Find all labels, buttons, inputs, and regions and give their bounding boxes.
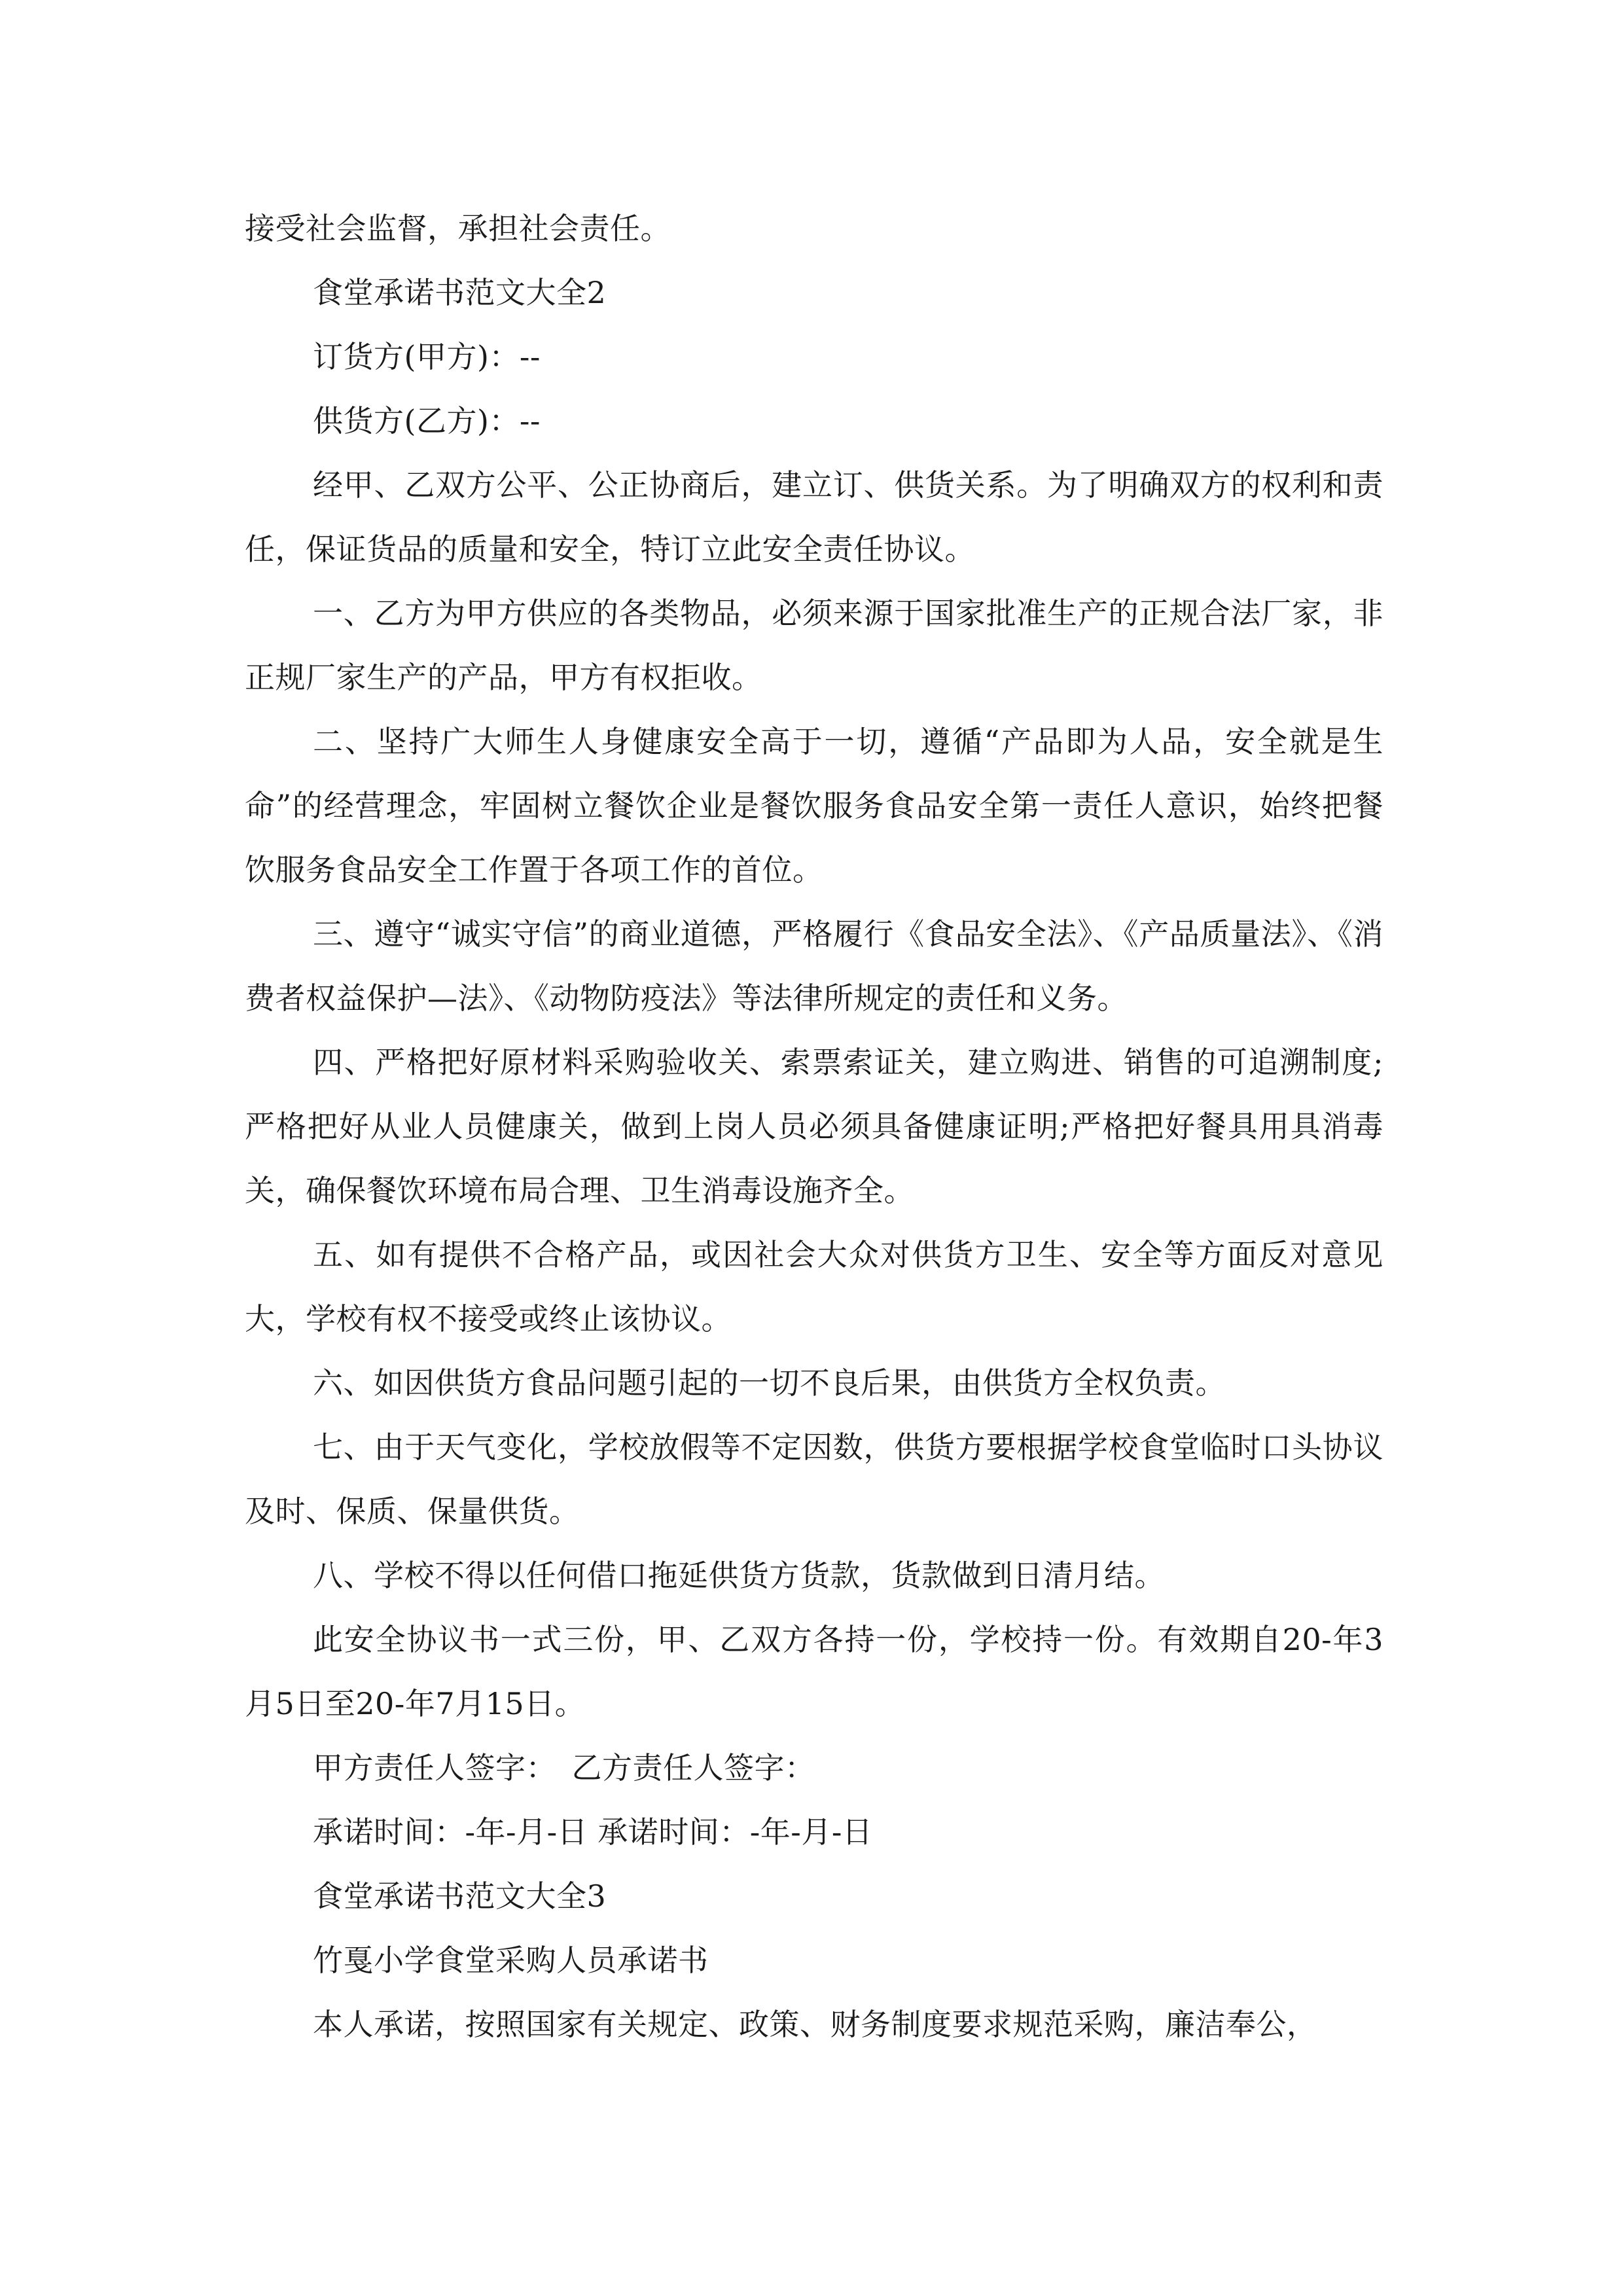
- buyer-line: 订货方(甲方)：--: [313, 339, 541, 374]
- document-title: 竹戛小学食堂采购人员承诺书: [313, 1943, 709, 1978]
- paragraph: 八、学校不得以任何借口拖延供货方货款，货款做到日清月结。: [313, 1558, 1165, 1593]
- paragraph: 七、由于天气变化，学校放假等不定因数，供货方要根据学校食堂临时口头协议及时、保质、保量供货。: [245, 1429, 1383, 1529]
- paragraph: 经甲、乙双方公平、公正协商后，建立订、供货关系。为了明确双方的权利和责任，保证货品的质量和安全，特订立此安全责任协议。: [245, 467, 1383, 567]
- paragraph: 六、如因供货方食品问题引起的一切不良后果，由供货方全权负责。: [313, 1365, 1226, 1401]
- paragraph: 此安全协议书一式三份，甲、乙双方各持一份，学校持一份。有效期自20-年3月5日至20-年7月15日。: [245, 1622, 1383, 1721]
- signature-line: 甲方责任人签字： 乙方责任人签字：: [313, 1750, 815, 1785]
- date-line: 承诺时间：-年-月-日 承诺时间：-年-月-日: [313, 1814, 873, 1850]
- supplier-line: 供货方(乙方)：--: [313, 403, 541, 439]
- paragraph: 三、遵守“诚实守信”的商业道德，严格履行《食品安全法》、《产品质量法》、《消费者权益保护—法》、《动物防疫法》等法律所规定的责任和义务。: [245, 916, 1383, 1016]
- paragraph: 一、乙方为甲方供应的各类物品，必须来源于国家批准生产的正规合法厂家，非正规厂家生产的产品，甲方有权拒收。: [245, 596, 1383, 695]
- paragraph: 四、严格把好原材料采购验收关、索票索证关，建立购进、销售的可追溯制度;严格把好从业人员健康关，做到上岗人员必须具备健康证明;严格把好餐具用具消毒关，确保餐饮环境布局合理、卫生消毒设施齐全。: [245, 1045, 1383, 1208]
- section-heading: 食堂承诺书范文大全2: [313, 275, 607, 310]
- document-body: [245, 196, 1383, 2056]
- text-line: 本人承诺，按照国家有关规定、政策、财务制度要求规范采购，廉洁奉公，: [313, 2007, 1317, 2042]
- section-heading: 食堂承诺书范文大全3: [313, 1878, 607, 1914]
- paragraph: 二、坚持广大师生人身健康安全高于一切，遵循“产品即为人品，安全就是生命”的经营理念，牢固树立餐饮企业是餐饮服务食品安全第一责任人意识，始终把餐饮服务食品安全工作置于各项工作的首位。: [245, 724, 1383, 888]
- text-line: 接受社会监督，承担社会责任。: [245, 211, 671, 246]
- paragraph: 五、如有提供不合格产品，或因社会大众对供货方卫生、安全等方面反对意见大，学校有权不接受或终止该协议。: [245, 1237, 1383, 1336]
